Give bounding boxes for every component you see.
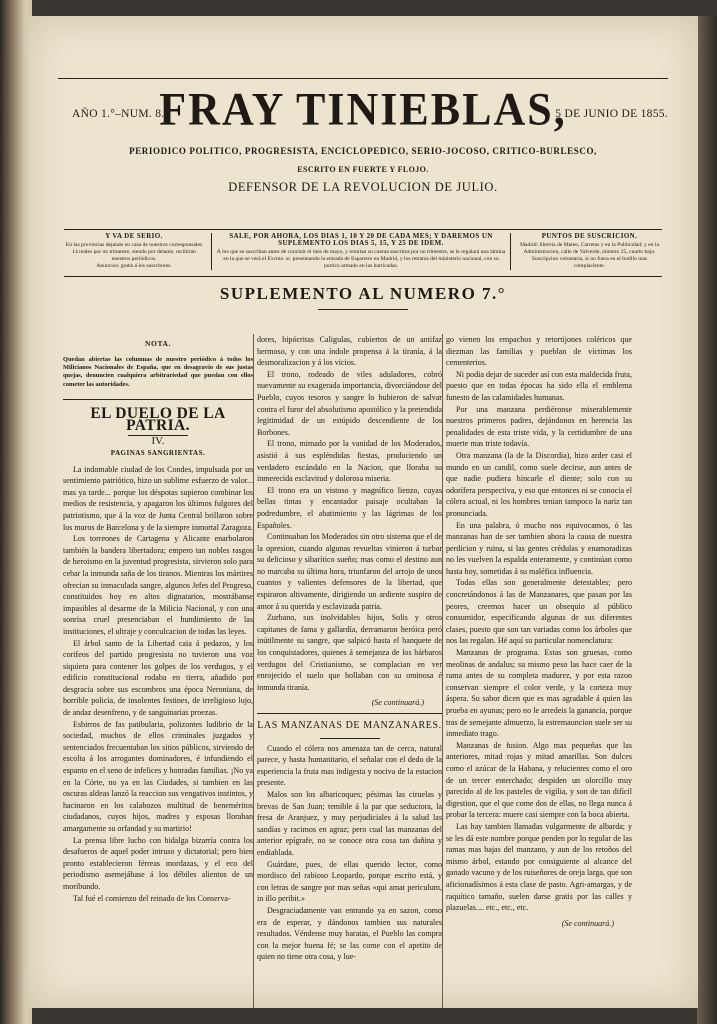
nota-box [63, 338, 253, 389]
nota-text: Quedan abiertas las columnas de nuestro periódico á todos los Milicianos Nacionales de España, que en desagravio de sus justas quejas, denuncien cualquiera arbitrariedad que puedan con ellos cometer las autoridades. [63, 355, 253, 388]
paragraph: En una palabra, ó mucho nos equivocamos, ó las manzanas han de ser tambien ahora la causa de nuestra perdicion y ruina, si las gentes crédulas y enamoradizas no les vuelven la espalda enteramente, y continúan como hasta hoy, sometidas á su maléfica influencia. [446, 520, 632, 576]
paragraph: Otra manzana (la de la Discordia), hizo arder casi el mundo en un candil, como suele decirse, aun antes de que nadie pudiera hincarle el diente; solo con su odorífera perspectiva, y eso que entonces ni se conocia el cólera actual, ni los hombres tenian tampoco la nariz tan pronunciada. [446, 450, 632, 518]
article-title: EL DUELO DE LA PATRIA. [90, 405, 226, 434]
infobox-left-text: En las provincias dejando en casa de nuestros corresponsales 14 reales por un trimestre, siendo por delante, recibirán nuestros periódicos. [65, 242, 203, 262]
column-1 [63, 334, 253, 904]
article-number: IV. [151, 435, 165, 448]
nota-heading: NOTA. [145, 339, 171, 348]
infobox-right-heading: PUNTOS DE SUSCRICION. [541, 232, 638, 240]
paragraph: Manzanas de programa. Estas son gruesas, como meolinas de andalus; su mismo peso las hace caer de la rama antes de su completa madurez, y por esta razon conservan siempre el color verde, y la corteza muy áspera. Su sabor dicen que es mas agradable á quien las prueba en ayunas; pero no le arredeis la ganancia, porque tras de semejante almuerzo, la estremauncion suele ser su inmediato trago. [446, 648, 632, 739]
article-subtitle: PAGINAS SANGRIENTAS. [110, 449, 206, 457]
article-title: LAS MANZANAS DE MANZANARES. [257, 720, 442, 731]
section-rule [63, 399, 253, 400]
spine-edge [4, 60, 9, 960]
infobox-center [211, 233, 511, 270]
subscription-infobox [64, 229, 662, 277]
paragraph: La indomable ciudad de los Condes, impulsada por un sentimiento patriótico, hizo un sublime esfuerzo de valor... mas ya tarde... porque los déspotas supieron combinar los medios de resistencia, y apagaron los últimos fulgores del patriotismo, que á la voz de Junta Central brillaron sobre los muros de Barcelona y de la siempre inmortal Zaragoza. [63, 464, 253, 532]
ornamental-rule [318, 309, 408, 310]
paragraph: El trono, rodeado de viles aduladores, cobró nuevamente su exagerada importancia, divorciándose del Pueblo, cuyos tesoros y sangre lo hubieron de salvar contra el furor del absolutismo apostólico y la pretendida legitimidad de un estúpido descendiente de los Borbones. [257, 369, 442, 437]
masthead [58, 76, 668, 221]
paragraph: Cuando el cólera nos amenaza tan de cerca, natural parece, y hasta humanitario, el señalar con el dedo de la esperiencia la fruta mas indigesta y nociva de la estacion presente. [257, 743, 442, 788]
newspaper-tagline: DEFENSOR DE LA REVOLUCION DE JULIO. [228, 180, 498, 194]
infobox-right-text: Madrid: librería de Mateo, Carretas y en la Publicidad; y en la Administracion, calle de Valverde, número 25, cuarto bajo. Suscripcion voluntaria, si no fuera en el botillo mas complaciente. [520, 242, 659, 269]
paragraph: dores, hipócritas Caligulas, cubiertos de un antifaz hermoso, y con una índole propensa á la tiranía, á la desmoralizacion y á los vicios. [257, 335, 442, 368]
paragraph: El trono, mimado por la vanidad de los Moderados, asistió á sus espléndidas fiestas, produciendo un verdadero escándalo en la Nacion, que lloraba su inmerecida esclavitud y dolorosa miseria. [257, 439, 442, 484]
paragraph: Guárdate, pues, de ellas querido lector, como mordisco del rabioso Leopardo, porque escrito está, y con letras de sangre por mas señas «qui amat periculum, in illo peribit.» [257, 859, 442, 904]
supplement-heading: SUPLEMENTO AL NUMERO 7.° [219, 284, 507, 303]
infobox-center-heading: SALE, POR AHORA, LOS DIAS 1, 10 Y 20 DE CADA MES; Y DAREMOS UN SUPLEMENTO LOS DIAS 5, 15, Y 25 DE IDEM. [229, 232, 493, 247]
column-2 [257, 334, 442, 963]
issue-date: 5 DE JUNIO DE 1855. [555, 108, 668, 120]
paragraph: Ni podia dejar de suceder así con esta maldecida fruta, puesto que en todas épocas ha sido ella el emblema funesto de las calamidades humanas. [446, 369, 632, 402]
paragraph: Esbirros de fas patibularia, polizontes ludibrio de la sociedad, muchos de ellos criminales juzgados y sentenciados frecuentaban los sitios públicos, sirviendo de escolta á los arrogantes dominadores, é infundiendo el espanto en el seno de infelices y honradas familias. ¡No ya en la Córte, no ya en las Ciudades, si tambien en las oscuras aldeas lanzó la reaccion sus vengativos instintos, y hacinaron en los calabozos multitud de beneméritos ciudadanos, cuyos hijos, madres y esposas lloraban amargamente su orfandad y su martirio! [63, 719, 253, 833]
paragraph: Los torreones de Cartagena y Alicante enarbolaron también la bandera libertadora; empero tan nobles rasgos de heroismo en la juventud progresista, sirvieron solo para cebar la inmunda saña de los tiranos. Mientras los mártires ofrecian su inmaculada sangre, algunos Jefes del Progreso, constituidos hoy en altos dignatarios, mostrábanse impasibles al desarme de la Milicia Nacional, y con una sonrisa cruel presenciaban el hundimiento de las instituciones, el ultraje y conculcacion de todas las leyes. [63, 534, 253, 636]
paragraph: go vienen los empachos y retortijones coléricos que diezman las familias y pueblan de víctimas los cementerios. [446, 335, 632, 368]
infobox-center-text: Á los que se suscriban antes de concluir el mes de mayo, y remitan su cuenta suscritos por un trimestre, se le regalará una lámina en la que se verá el Excmo. sr. presentando la entrada de Espartero en Madrid, y los retratos del ministerio nacional, con su portico armado en las barricadas. [216, 249, 506, 269]
paragraph: Desgraciadamente van entrando ya en sazon, como era de esperar, y dándonos tambien sus naturales resultados. Véndense muy baratas, el Pueblo las compra con la mejor buena fé; se las come con el apetito de quien no tiene otra cosa, y lue- [257, 905, 442, 962]
continuation-note: (Se continuará.) [561, 918, 614, 928]
infobox-left-note: Anuncios: gratis á los suscritores. [96, 263, 172, 269]
newspaper-page [28, 16, 698, 1008]
page-edge-shadow [697, 16, 717, 1024]
newspaper-motto: ESCRITO EN FUERTE Y FLOJO. [297, 165, 429, 174]
paragraph: La prensa libre lucho con hidalga bizarría contra los desafueros de aquel poder intruso y dictatorial; pero bien pronto establecieron férreas mordazas, y el eco del periodismo asemejábase á los débiles alientos de un moribundo. [63, 835, 253, 891]
column-divider [253, 334, 254, 1008]
title-rule [320, 738, 380, 739]
infobox-right [517, 233, 662, 270]
infobox-left-heading: Y VA DE SERIO. [105, 232, 163, 240]
paragraph: Malos son los albaricoques; pésimas las ciruelas y brevas de San Juan; temible á la par que seductora, la fresa de Aranjuez, y muy perjudiciales á la salud las sandías y racimos en agraz; pero cual las manzanas del anterior epígrafe, no se conoce otra cosa tan dañina y endiablada. [257, 789, 442, 857]
column-3 [446, 334, 632, 931]
paragraph: Zurbano, sus inolvidables hijos, Solis y otros capitanes de fama y gallardía, derramaron heróica peró inútilmente su sangre, que salpicó hasta el banquete de los conquistadores, quienes á semejanza de los bárbaros verdugos del Cristianismo, se complacian en ver enrojecido el suelo que hollaban con su ominosa é inmunda tiranía. [257, 613, 442, 692]
continuation-note: (Se continuará.) [371, 698, 424, 708]
column-divider [442, 334, 443, 1008]
paragraph: Las hay tambien llamadas vulgarmente de albarda; y se les dá este nombre porque penden por lo regular de las ramas mas bajas del manzano, y aun de los retoños del mismo árbol, estando por consiguiente al alcance del ganado vacuno y de los ruiseñores de oreja larga, que son aficionadísimos á esta clase de pasto. Agri-amargas, y de raquítico tamaño, suelen darse gratis por las calles y plazuelas.... etc., etc., etc. [446, 821, 632, 913]
masthead-top-rule [58, 78, 668, 79]
issue-number: AÑO 1.°–NUM. 8. [72, 108, 165, 120]
paragraph: Continuaban los Moderados sin otro sistema que el de la opresion, cuando algunas revueltas vinieron á turbar su delicioso y sibarítico sueño; mas como el destino aun no marcaba su última hora, triunfaron del arrojo de unos cuantos y valientes defensores de la libertad, que espiraron altivamente, dirigiendo un ardiente suspiro de amor á su querida y esclavizada patria. [257, 532, 442, 611]
paragraph: Tal fué el comienzo del reinado de los Conserva- [73, 893, 231, 903]
paragraph: El trono era un vistoso y magnífico lienzo, cuyas bellas tintas y encantador paisaje ocultaban la podredumbre, el abatimiento y las lágrimas de los Españoles. [257, 485, 442, 530]
paragraph: El árbol santo de la Libertad caia á pedazos, y los corifeos del partido progresista no tuvieron una voz siquiera para contener los golpes de los verdugos, y el edificio constitucional rodaba en tierra, añadido por desgracia sobre sus escombros una época Neroniana, de horrible policía, de insolentes festines, de irreligioso lujo, de andaz desenfreno, y de sanguinarias proezas. [63, 638, 253, 718]
section-rule [257, 713, 442, 714]
paragraph: Por una manzana perdiéronse miserablemente nuestros primeros padres, dejándonos en herencia las penalidades de esta triste vida, y la certidumbre de una muerte mas triste todavía. [446, 404, 632, 449]
newspaper-subtitle: PERIODICO POLITICO, PROGRESISTA, ENCICLOPEDICO, SERIO-JOCOSO, CRITICO-BURLESCO, [129, 146, 597, 156]
infobox-left [64, 233, 204, 270]
paragraph: Todas ellas son generalmente detestables; pero concretándonos á las de Manzanares, que pasan por las peores, creemos hacer un obsequio al público consumidor, especificando algunas de sus diferentes clases, puesto que son tan variadas como los árboles que nos las regalan. Hé aquí su particular nomenclatura: [446, 578, 632, 646]
newspaper-title: FRAY TINIEBLAS, [159, 83, 567, 136]
paragraph: Manzanas de fusion. Algo mas pequeñas que las anteriores, mitad rojas y mitad amarillas. Son dulces como el azúcar de la Habana, y relucientes como el oro de un tercer enterchado; despiden un olorcillo muy parecido al de los pasteles de vigilia, y son de tan difícil digestion, que el que come dos de ellas, no llega nunca á probar la tercera: muere casi siempre con la boca abierta. [446, 740, 632, 820]
